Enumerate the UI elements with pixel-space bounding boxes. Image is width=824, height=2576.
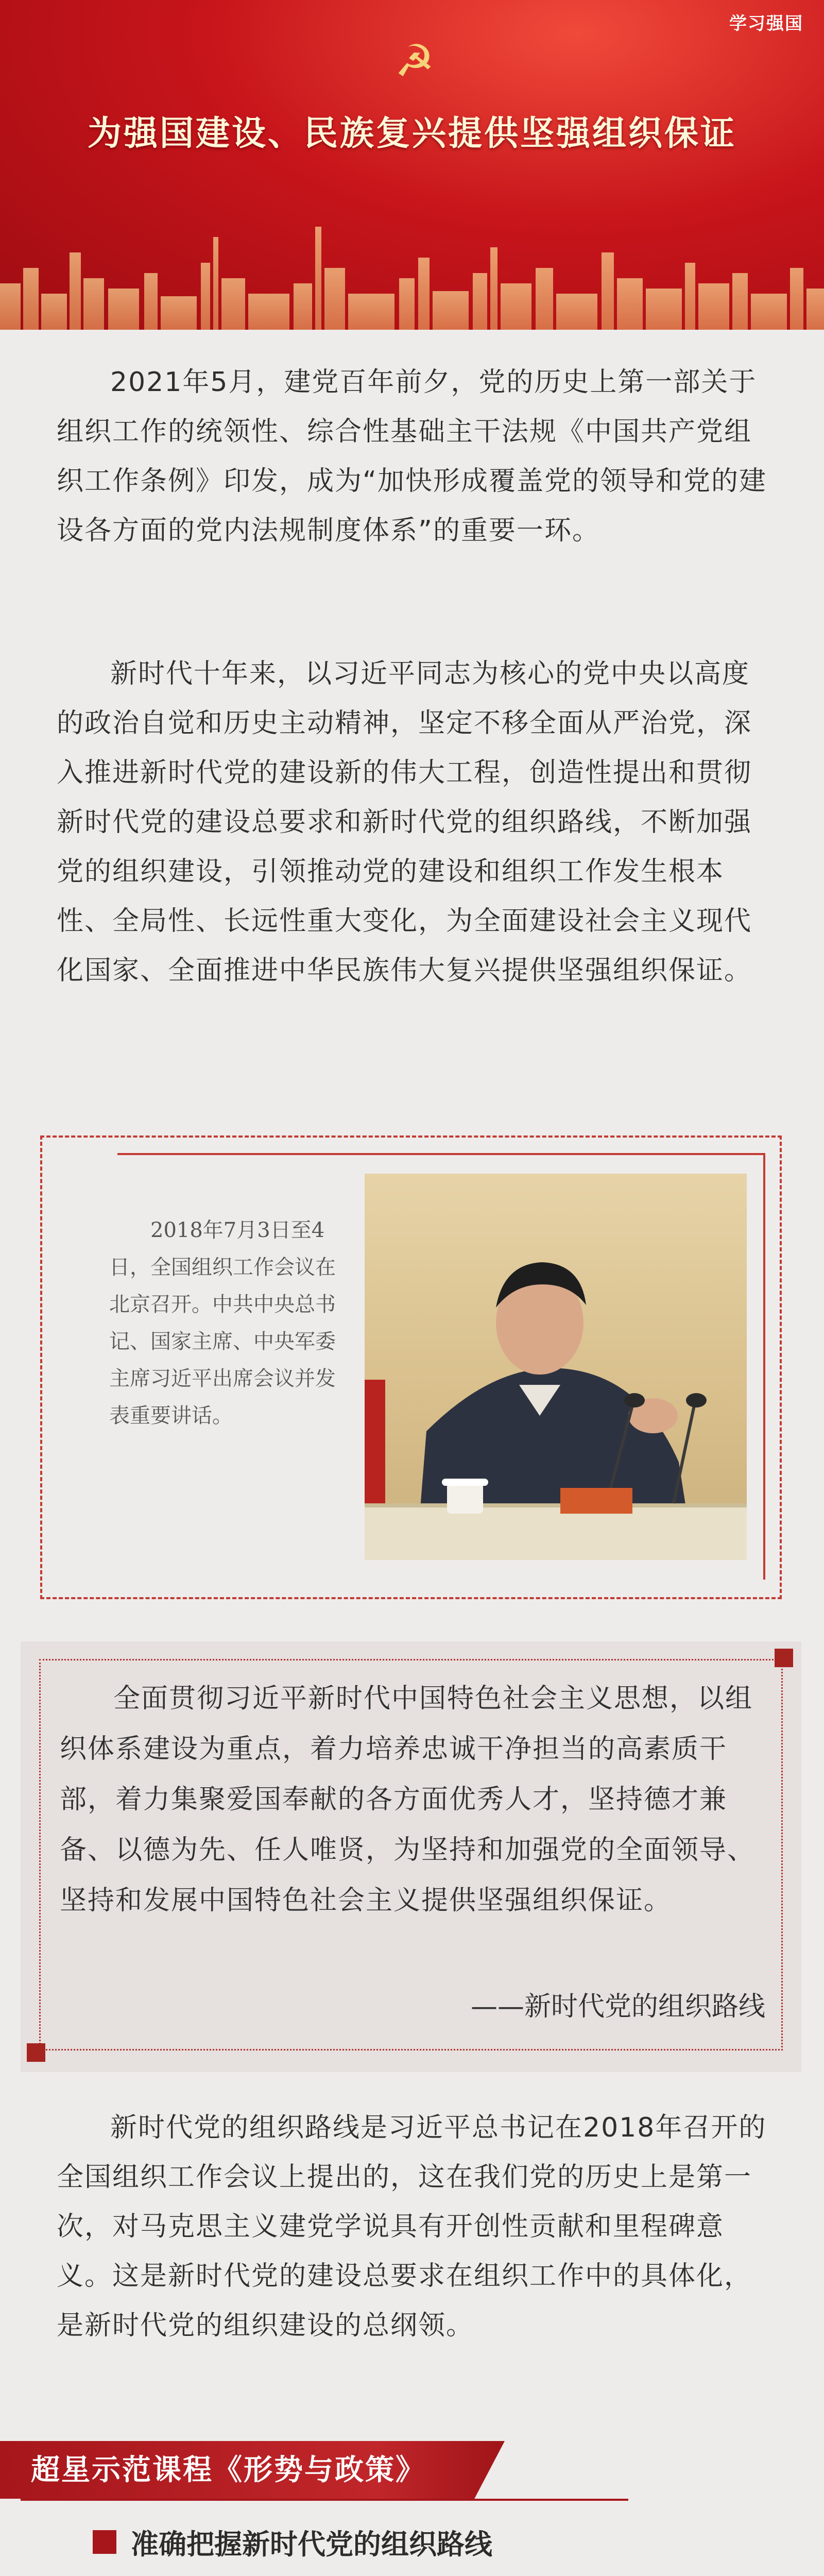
course-list-item[interactable] [93,2521,492,2563]
quote-source: ——新时代党的组织路线 [470,1991,765,2022]
course-item-label: 准确把握新时代党的组织路线 [131,2527,492,2561]
header-banner [0,0,824,330]
party-emblem-icon: ☭ [394,36,435,87]
skyline-illustration [0,206,824,330]
app-logo[interactable]: 学习强国 [729,13,803,34]
page-title: 为强国建设、民族复兴提供坚强组织保证 [88,113,736,153]
speaker-photo-illustration [365,1174,747,1560]
intro-paragraph: 2021年5月，建党百年前夕，党的历史上第一部关于组织工作的统领性、综合性基础主干法规《中国共产党组织工作条例》印发，成为“加快形成覆盖党的领导和党的建设各方面的党内法规制度体系”的重要一环。 [57,367,767,546]
quote-corner-decoration [775,1649,793,1667]
closing-paragraph: 新时代党的组织路线是习近平总书记在2018年召开的全国组织工作会议上提出的，这在我们党的历史上是第一次，对马克思主义建党学说具有开创性贡献和里程碑意义。这是新时代党的建设总要求在组织工作中的具体化，是新时代党的组织建设的总纲领。 [57,2112,767,2341]
course-title[interactable]: 超星示范课程《形势与政策》 [31,2453,426,2487]
quote-text: 全面贯彻习近平新时代中国特色社会主义思想，以组织体系建设为重点，着力培养忠诚干净担当的高素质干部，着力集聚爱国奉献的各方面优秀人才，坚持德才兼备、以德为先、任人唯贤，为坚持和加强党的全面领导、坚持和发展中国特色社会主义提供坚强组织保证。 [60,1683,756,1916]
course-divider [21,2499,628,2501]
news-photo [365,1174,747,1560]
bullet-square-icon [93,2530,116,2554]
quote-corner-decoration [27,2043,45,2062]
photo-caption: 2018年7月3日至4日，全国组织工作会议在北京召开。中共中央总书记、国家主席、中央军委主席习近平出席会议并发表重要讲话。 [109,1218,336,1428]
body-paragraph: 新时代十年来，以习近平同志为核心的党中央以高度的政治自觉和历史主动精神，坚定不移全面从严治党，深入推进新时代党的建设新的伟大工程，创造性提出和贯彻新时代党的建设总要求和新时代党的组织路线，不断加强党的组织建设，引领推动党的建设和组织工作发生根本性、全局性、长远性重大变化，为全面建设社会主义现代化国家、全面推进中华民族伟大复兴提供坚强组织保证。 [57,658,752,986]
